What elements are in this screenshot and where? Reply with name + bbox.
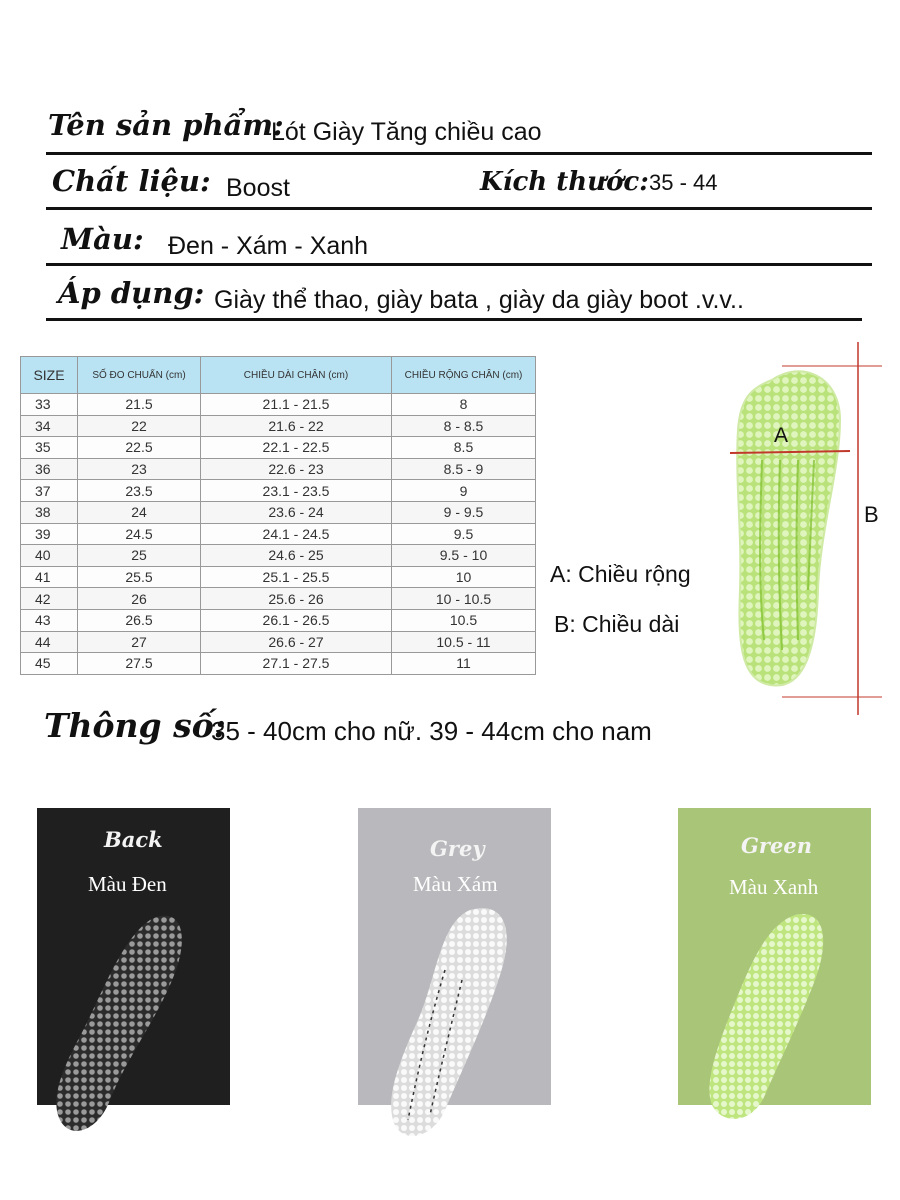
- table-row: [21, 437, 536, 459]
- table-cell: 22.6 - 23: [201, 458, 392, 480]
- divider: [46, 318, 862, 321]
- table-row: [21, 545, 536, 567]
- width-header: CHIỀU RỘNG CHÂN (cm): [392, 357, 536, 394]
- product-name-label: Tên sản phẩm:: [48, 108, 284, 142]
- standard-header: SỐ ĐO CHUẨN (cm): [78, 357, 201, 394]
- material-label: Chất liệu:: [52, 164, 211, 198]
- table-cell: 27.1 - 27.5: [201, 653, 392, 675]
- table-row: [21, 523, 536, 545]
- table-cell: 24.1 - 24.5: [201, 523, 392, 545]
- table-cell: 10.5: [392, 609, 536, 631]
- insole-images: [0, 900, 900, 1150]
- table-cell: 23: [78, 458, 201, 480]
- size-header: SIZE: [21, 357, 78, 394]
- legend-a: A: Chiều rộng: [550, 561, 691, 587]
- table-cell: 22.5: [78, 437, 201, 459]
- grey-insole: [391, 908, 507, 1136]
- marker-b: B: [864, 502, 879, 527]
- black-insole: [56, 916, 182, 1131]
- green-insole-small: [709, 914, 823, 1119]
- length-header: CHIỀU DÀI CHÂN (cm): [201, 357, 392, 394]
- table-cell: 9.5 - 10: [392, 545, 536, 567]
- table-cell: 10 - 10.5: [392, 588, 536, 610]
- apply-label: Áp dụng:: [58, 276, 205, 310]
- table-cell: 9.5: [392, 523, 536, 545]
- color-label: Màu:: [61, 222, 144, 256]
- size-table-header: [21, 357, 536, 394]
- table-cell: 40: [21, 545, 78, 567]
- table-cell: 37: [21, 480, 78, 502]
- insole-measure-diagram: [700, 340, 900, 720]
- swatch-black-vi: Màu Đen: [88, 872, 167, 896]
- table-cell: 41: [21, 566, 78, 588]
- swatch-grey-en: Grey: [430, 836, 485, 861]
- table-cell: 22.1 - 22.5: [201, 437, 392, 459]
- size-table: [20, 356, 536, 675]
- table-cell: 26: [78, 588, 201, 610]
- table-cell: 9 - 9.5: [392, 501, 536, 523]
- table-cell: 27.5: [78, 653, 201, 675]
- table-row: [21, 653, 536, 675]
- table-row: [21, 631, 536, 653]
- table-cell: 9: [392, 480, 536, 502]
- table-cell: 24: [78, 501, 201, 523]
- legend-b: B: Chiều dài: [554, 611, 680, 637]
- table-cell: 26.6 - 27: [201, 631, 392, 653]
- swatch-grey-vi: Màu Xám: [413, 872, 498, 896]
- table-row: [21, 501, 536, 523]
- spec-label: Thông số:: [44, 706, 226, 745]
- table-row: [21, 394, 536, 416]
- table-row: [21, 566, 536, 588]
- table-row: [21, 609, 536, 631]
- table-cell: 10: [392, 566, 536, 588]
- table-cell: 25.5: [78, 566, 201, 588]
- table-cell: 10.5 - 11: [392, 631, 536, 653]
- table-row: [21, 458, 536, 480]
- table-cell: 25.6 - 26: [201, 588, 392, 610]
- table-cell: 45: [21, 653, 78, 675]
- table-cell: 11: [392, 653, 536, 675]
- table-row: [21, 588, 536, 610]
- table-cell: 26.5: [78, 609, 201, 631]
- table-cell: 36: [21, 458, 78, 480]
- table-cell: 35: [21, 437, 78, 459]
- table-cell: 25: [78, 545, 201, 567]
- marker-a: A: [774, 424, 789, 447]
- table-cell: 34: [21, 415, 78, 437]
- divider: [46, 263, 872, 266]
- table-cell: 23.1 - 23.5: [201, 480, 392, 502]
- table-row: [21, 415, 536, 437]
- table-cell: 33: [21, 394, 78, 416]
- table-cell: 8 - 8.5: [392, 415, 536, 437]
- size-range-label: Kích thước:: [480, 167, 649, 197]
- table-cell: 24.5: [78, 523, 201, 545]
- size-range-value: 35 - 44: [649, 170, 718, 195]
- divider: [46, 152, 872, 155]
- swatch-green-en: Green: [741, 833, 812, 858]
- material-value: Boost: [226, 174, 290, 202]
- color-value: Đen - Xám - Xanh: [168, 232, 369, 260]
- green-insole: [737, 371, 840, 685]
- table-cell: 44: [21, 631, 78, 653]
- spec-value: 35 - 40cm cho nữ. 39 - 44cm cho nam: [211, 716, 652, 746]
- table-cell: 8: [392, 394, 536, 416]
- table-cell: 21.6 - 22: [201, 415, 392, 437]
- table-cell: 26.1 - 26.5: [201, 609, 392, 631]
- table-cell: 42: [21, 588, 78, 610]
- table-cell: 39: [21, 523, 78, 545]
- table-cell: 22: [78, 415, 201, 437]
- swatch-black-en: Back: [104, 827, 163, 852]
- table-cell: 27: [78, 631, 201, 653]
- table-cell: 38: [21, 501, 78, 523]
- table-cell: 8.5: [392, 437, 536, 459]
- table-cell: 21.5: [78, 394, 201, 416]
- product-name-value: Lót Giày Tăng chiều cao: [271, 118, 542, 146]
- swatch-green-vi: Màu Xanh: [729, 875, 819, 899]
- table-cell: 21.1 - 21.5: [201, 394, 392, 416]
- table-cell: 8.5 - 9: [392, 458, 536, 480]
- apply-value: Giày thể thao, giày bata , giày da giày boot .v.v..: [214, 286, 744, 314]
- table-cell: 24.6 - 25: [201, 545, 392, 567]
- table-cell: 23.6 - 24: [201, 501, 392, 523]
- divider: [46, 207, 872, 210]
- table-row: [21, 480, 536, 502]
- table-cell: 23.5: [78, 480, 201, 502]
- table-cell: 43: [21, 609, 78, 631]
- table-cell: 25.1 - 25.5: [201, 566, 392, 588]
